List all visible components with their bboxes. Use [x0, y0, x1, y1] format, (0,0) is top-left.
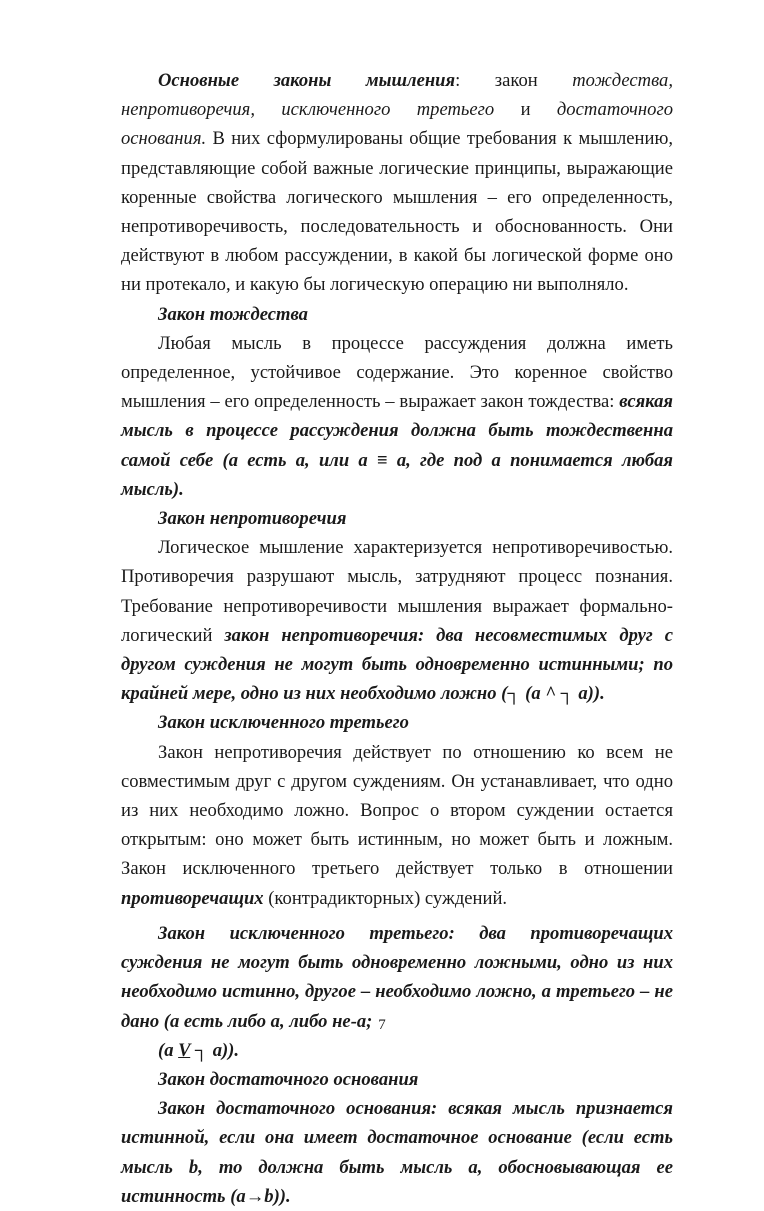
heading-noncontradiction: Закон непротиворечия	[158, 508, 347, 530]
identity-text: Любая мысль в процессе рассуждения должна иметь определенное, устойчивое содержание. Это коренное свойство мышления – его определенность – выражает закон тождества:	[121, 332, 673, 413]
sufficient-reason-rule: Закон достаточного основания: всякая мысль признается истинной, если она имеет достаточное основание (если есть мысль b, то должна быть мысль а, обосновывающая ее истинность (а→b)).	[121, 1098, 673, 1207]
excluded-middle-rule: Закон исключенного третьего: два противоречащих суждения не могут быть одновременно ложными, одно из них необходимо истинно, другое – необходимо ложно, а третьего – не дано (а есть либо а, либо не-а;	[121, 922, 673, 1032]
excluded-middle-text-end: (контрадикторных) суждений.	[263, 887, 508, 909]
excluded-middle-formula	[121, 1036, 673, 1065]
excluded-middle-paragraph	[121, 738, 673, 913]
excluded-middle-text: Закон непротиворечия действует по отношению ко всем не совместимым друг с другом суждениям. Он устанавливает, что одно из них необходимо ложно. Вопрос о втором суждении остается открытым: оно может быть истинным, но может быть и ложным. Закон исключенного третьего действует только в отношении	[121, 741, 673, 880]
excluded-middle-term: противоречащих	[121, 887, 264, 909]
noncontradiction-paragraph	[121, 533, 673, 708]
formula-close: ┐ а)).	[190, 1039, 240, 1061]
intro-laws: тождества, непротиворечия, исключенного третьего	[121, 70, 673, 121]
identity-paragraph	[121, 329, 673, 504]
heading-excluded-middle: Закон исключенного третьего	[158, 712, 409, 734]
heading-sufficient-reason: Закон достаточного основания	[158, 1068, 419, 1090]
intro-paragraph	[121, 66, 673, 300]
page-number: 7	[378, 1017, 386, 1033]
heading-identity: Закон тождества	[158, 303, 308, 325]
intro-lead: Основные законы мышления	[158, 70, 456, 91]
identity-rule: всякая мысль в процессе рассуждения должна быть тождественна самой себе (а есть а, или а ≡ а, где под а понимается любая мысль).	[121, 391, 673, 500]
intro-text-1: : закон	[455, 70, 573, 91]
noncontradiction-rule: закон непротиворечия: два несовместимых друг с другом суждения не могут быть одновременно истинными; по крайней мере, одно из них необходимо ложно (┐ (а ^ ┐ а)).	[121, 624, 673, 705]
noncontradiction-text: Логическое мышление характеризуется непротиворечивостью. Противоречия разрушают мысль, затрудняют процесс познания. Требование непротиворечивости мышления выражает формально-логический	[121, 537, 673, 646]
intro-last-law: достаточного основания.	[121, 99, 673, 150]
intro-rest: В них сформулированы общие требования к мышлению, представляющие собой важные логические принципы, выражающие коренные свойства логического мышления – его определенность, непротиворечивость, последовательность и обоснованность. Они действуют в любом рассуждении, в какой бы логической форме оно ни протекало, и какую бы логическую операцию ни выполняло.	[121, 128, 673, 296]
intro-text-2: и	[494, 99, 557, 121]
page-body	[121, 66, 673, 1211]
formula-open: (а	[158, 1039, 179, 1061]
formula-disjunction: V	[178, 1039, 191, 1061]
